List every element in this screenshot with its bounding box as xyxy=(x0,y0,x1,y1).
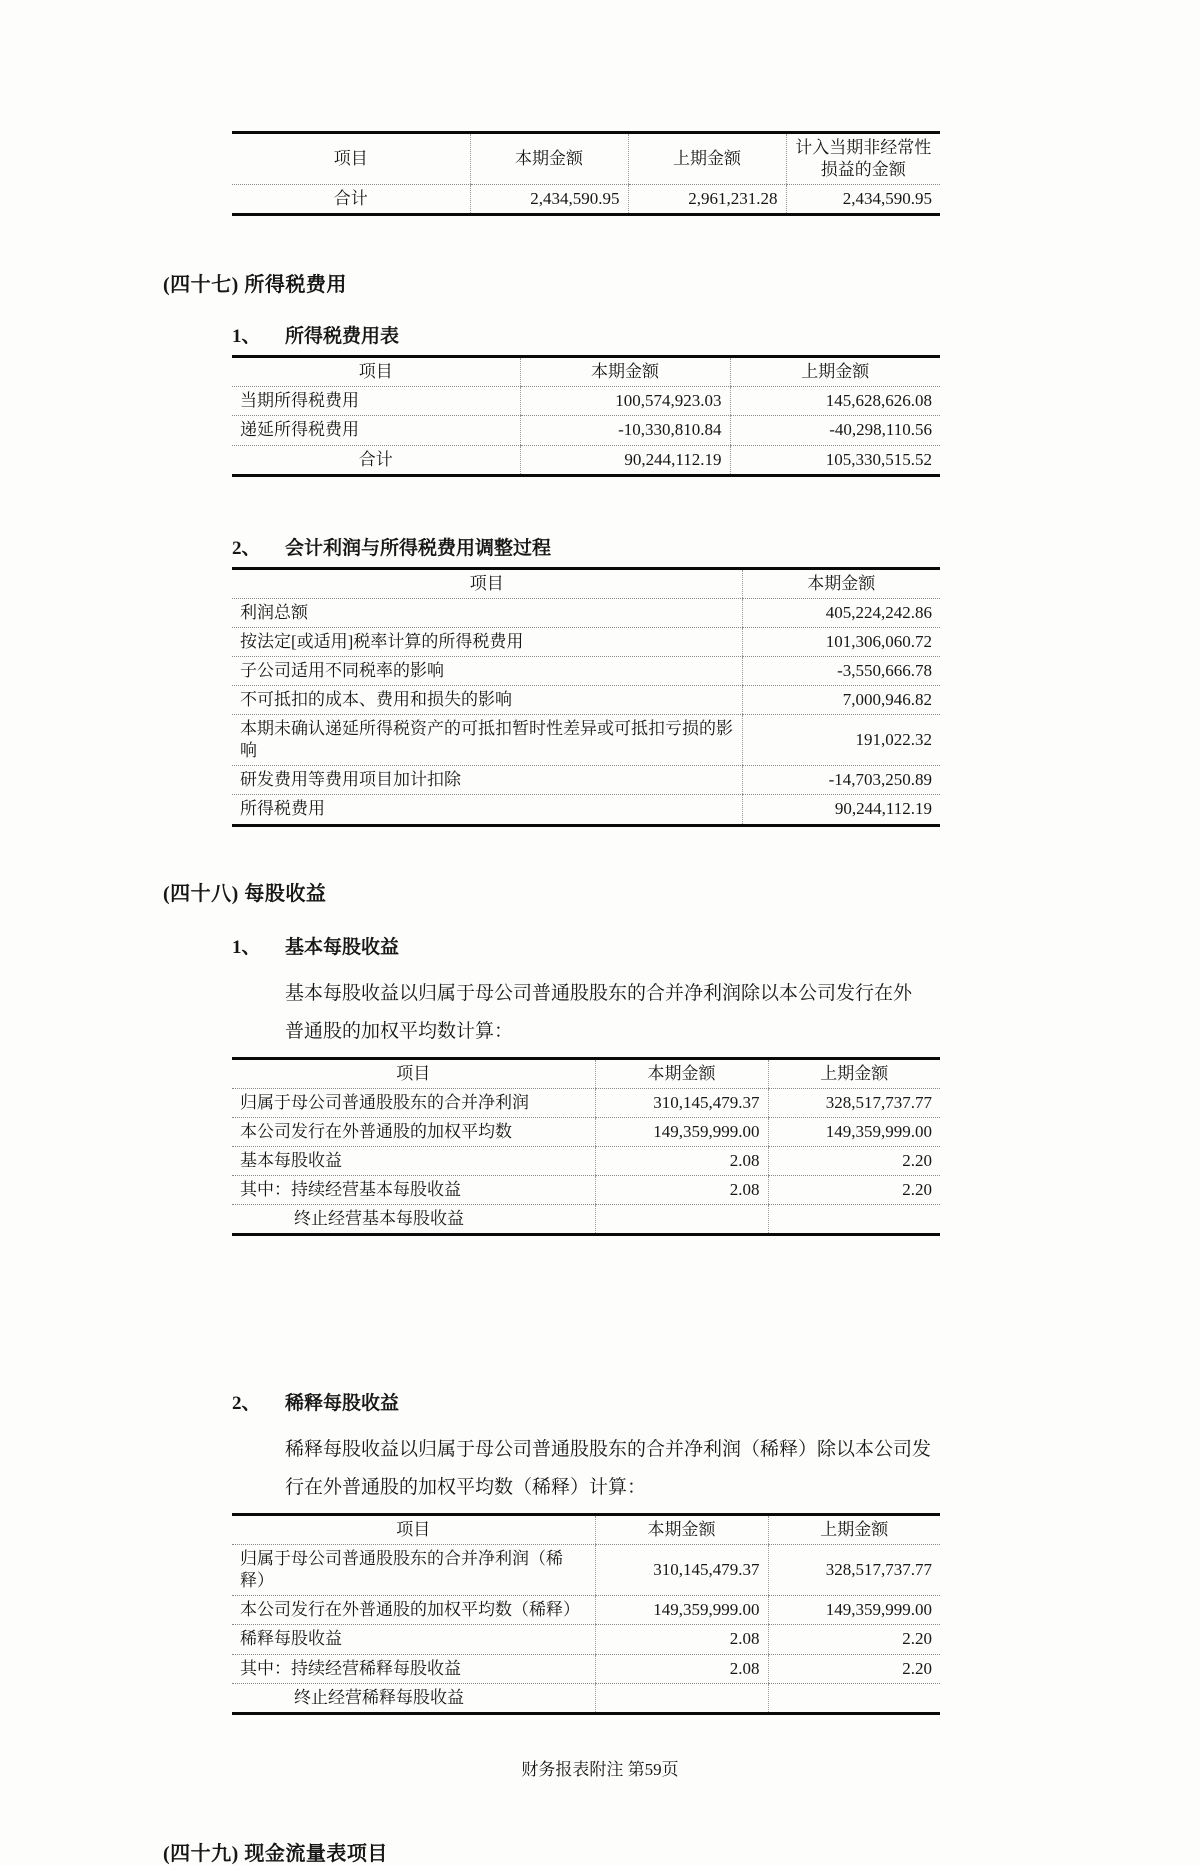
table-header-row xyxy=(232,1515,940,1545)
cell-current: -14,703,250.89 xyxy=(742,766,940,795)
col-header-item: 项目 xyxy=(232,133,470,185)
table-row xyxy=(232,1088,940,1117)
cell-current: 90,244,112.19 xyxy=(520,445,730,475)
row-label: 归属于母公司普通股股东的合并净利润 xyxy=(232,1088,595,1117)
row-label: 递延所得税费用 xyxy=(232,416,520,445)
section-48-title: (四十八) 每股收益 xyxy=(163,882,327,905)
subsection-number: 1、 xyxy=(232,936,261,958)
subsection-number: 2、 xyxy=(232,537,261,559)
table-row xyxy=(232,1204,940,1234)
col-header-prior: 上期金额 xyxy=(730,357,940,387)
subsection-number: 2、 xyxy=(232,1393,261,1415)
cell-current: 101,306,060.72 xyxy=(742,627,940,656)
cell-current: 2.08 xyxy=(595,1625,768,1654)
cell-current: 90,244,112.19 xyxy=(742,795,940,825)
subsection-number: 1、 xyxy=(232,326,261,348)
diluted-eps-table xyxy=(232,1513,940,1715)
cell-prior: 149,359,999.00 xyxy=(768,1117,940,1146)
cell-current: -3,550,666.78 xyxy=(742,656,940,685)
table-row-total xyxy=(232,445,940,475)
cell-current: 310,145,479.37 xyxy=(595,1088,768,1117)
row-label: 所得税费用 xyxy=(240,799,325,819)
row-label: 按法定[或适用]税率计算的所得税费用 xyxy=(232,627,742,656)
table-row xyxy=(232,1654,940,1683)
table-row xyxy=(232,715,940,766)
nonrecurring-summary-table xyxy=(232,131,940,216)
col-header-item: 项目 xyxy=(232,357,520,387)
cell-prior: 2,961,231.28 xyxy=(628,185,786,215)
table-header-row xyxy=(232,1058,940,1088)
col-header-current: 本期金额 xyxy=(595,1058,768,1088)
col-header-prior: 上期金额 xyxy=(768,1058,940,1088)
cell-prior: 328,517,737.77 xyxy=(768,1545,940,1596)
col-header-current: 本期金额 xyxy=(520,357,730,387)
table-row xyxy=(232,1146,940,1175)
col-header-current: 本期金额 xyxy=(742,568,940,598)
intro-line: 行在外普通股的加权平均数（稀释）计算： xyxy=(285,1477,647,1499)
intro-line: 基本每股收益以归属于母公司普通股股东的合并净利润除以本公司发行在外 xyxy=(285,982,913,1004)
cell-prior: 105,330,515.52 xyxy=(730,445,940,475)
cell-current: 2.08 xyxy=(595,1654,768,1683)
income-tax-expense-table xyxy=(232,355,940,476)
row-label: 合计 xyxy=(333,189,368,209)
cell-current: 2,434,590.95 xyxy=(470,185,628,215)
intro-line: 稀释每股收益以归属于母公司普通股股东的合并净利润（稀释）除以本公司发 xyxy=(285,1439,932,1461)
subsection-title: 会计利润与所得税费用调整过程 xyxy=(285,537,552,559)
table-row xyxy=(232,656,940,685)
cell-prior: 2.20 xyxy=(768,1146,940,1175)
row-label: 终止经营基本每股收益 xyxy=(294,1208,464,1228)
cell-prior: 149,359,999.00 xyxy=(768,1596,940,1625)
subsection-47-2-heading xyxy=(232,533,1200,560)
cell-prior: 2.20 xyxy=(768,1625,940,1654)
table-row xyxy=(232,1596,940,1625)
table-row xyxy=(232,598,940,627)
row-label: 其中：持续经营稀释每股收益 xyxy=(232,1654,595,1683)
row-label: 合计 xyxy=(358,449,393,469)
cell-current: 191,022.32 xyxy=(742,715,940,766)
row-label: 本公司发行在外普通股的加权平均数（稀释） xyxy=(232,1596,595,1625)
col-header-prior: 上期金额 xyxy=(628,133,786,185)
cell-prior: -40,298,110.56 xyxy=(730,416,940,445)
row-label: 本公司发行在外普通股的加权平均数 xyxy=(232,1117,595,1146)
table-row xyxy=(232,686,940,715)
col-header-current: 本期金额 xyxy=(470,133,628,185)
row-label: 终止经营稀释每股收益 xyxy=(294,1687,464,1707)
cell-current: 310,145,479.37 xyxy=(595,1545,768,1596)
row-label: 不可抵扣的成本、费用和损失的影响 xyxy=(232,686,742,715)
cell-current: 100,574,923.03 xyxy=(520,387,730,416)
subsection-title: 所得税费用表 xyxy=(285,326,400,348)
table-row xyxy=(232,1625,940,1654)
subsection-47-1-heading xyxy=(232,321,1200,348)
row-label: 基本每股收益 xyxy=(232,1146,595,1175)
table-row xyxy=(232,1117,940,1146)
table-row xyxy=(232,766,940,795)
subsection-title: 基本每股收益 xyxy=(285,936,400,958)
col-header-item: 项目 xyxy=(232,1515,595,1545)
cell-current: 149,359,999.00 xyxy=(595,1596,768,1625)
table-header-row xyxy=(232,133,940,185)
table-row xyxy=(232,1175,940,1204)
section-47-title: (四十七) 所得税费用 xyxy=(163,274,347,297)
subsection-title: 稀释每股收益 xyxy=(285,1393,400,1415)
row-label: 本期未确认递延所得税资产的可抵扣暂时性差异或可抵扣亏损的影响 xyxy=(232,715,742,766)
table-row xyxy=(232,1683,940,1713)
table-row xyxy=(232,416,940,445)
cell-nonrecurring: 2,434,590.95 xyxy=(786,185,940,215)
row-label: 其中：持续经营基本每股收益 xyxy=(232,1175,595,1204)
cell-current: -10,330,810.84 xyxy=(520,416,730,445)
table-row xyxy=(232,185,940,215)
cell-current: 7,000,946.82 xyxy=(742,686,940,715)
document-page xyxy=(0,131,1200,1865)
diluted-eps-intro xyxy=(285,1431,965,1507)
cell-prior xyxy=(768,1204,940,1234)
table-row xyxy=(232,1545,940,1596)
intro-line: 普通股的加权平均数计算： xyxy=(285,1020,514,1042)
col-header-item: 项目 xyxy=(232,1058,595,1088)
table-row xyxy=(232,795,940,825)
col-header-nonrecurring: 计入当期非经常性损益的金额 xyxy=(786,133,940,185)
cell-current: 405,224,242.86 xyxy=(742,598,940,627)
row-label: 当期所得税费用 xyxy=(232,387,520,416)
table-row xyxy=(232,627,940,656)
basic-eps-table xyxy=(232,1057,940,1237)
row-label: 归属于母公司普通股股东的合并净利润（稀释） xyxy=(232,1545,595,1596)
cell-current: 2.08 xyxy=(595,1175,768,1204)
page-footer: 财务报表附注 第59页 xyxy=(521,1760,679,1779)
cell-current xyxy=(595,1683,768,1713)
cell-current: 149,359,999.00 xyxy=(595,1117,768,1146)
col-header-current: 本期金额 xyxy=(595,1515,768,1545)
row-label: 子公司适用不同税率的影响 xyxy=(232,656,742,685)
table-header-row xyxy=(232,568,940,598)
row-label: 利润总额 xyxy=(232,598,742,627)
col-header-prior: 上期金额 xyxy=(768,1515,940,1545)
cell-prior: 145,628,626.08 xyxy=(730,387,940,416)
cell-prior: 2.20 xyxy=(768,1175,940,1204)
subsection-48-1-heading xyxy=(232,932,1200,959)
basic-eps-intro xyxy=(285,975,965,1051)
cell-current: 2.08 xyxy=(595,1146,768,1175)
cell-current xyxy=(595,1204,768,1234)
cell-prior: 328,517,737.77 xyxy=(768,1088,940,1117)
table-row xyxy=(232,387,940,416)
table-header-row xyxy=(232,357,940,387)
cell-prior: 2.20 xyxy=(768,1654,940,1683)
tax-adjustment-table xyxy=(232,567,940,827)
section-49-title: (四十九) 现金流量表项目 xyxy=(163,1842,388,1865)
row-label: 研发费用等费用项目加计扣除 xyxy=(232,766,742,795)
row-label: 稀释每股收益 xyxy=(232,1625,595,1654)
subsection-48-2-heading xyxy=(232,1388,1200,1415)
cell-prior xyxy=(768,1683,940,1713)
col-header-item: 项目 xyxy=(232,568,742,598)
